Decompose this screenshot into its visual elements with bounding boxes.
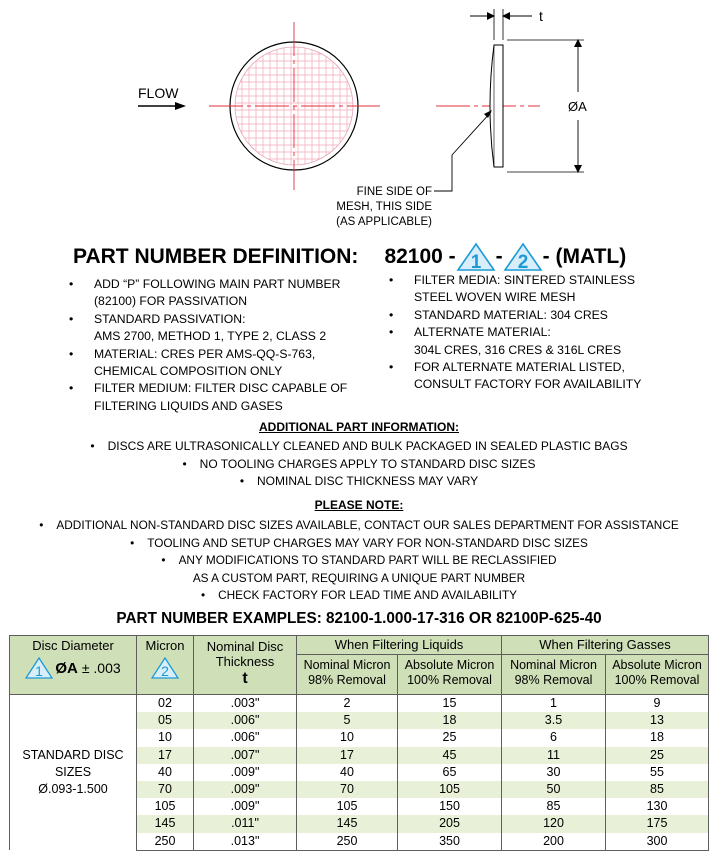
- disc-diameter-title: Disc Diameter: [32, 638, 114, 653]
- part-number-examples: PART NUMBER EXAMPLES: 82100-1.000-17-316 OR 82100P-625-40: [116, 610, 602, 627]
- part-number-suffix: - (MATL): [542, 245, 627, 268]
- fine-side-note-line: FINE SIDE OF: [356, 186, 432, 198]
- disc-front-view: [209, 22, 380, 190]
- list-item: • STANDARD MATERIAL: 304 CRES: [388, 307, 708, 324]
- thickness-header: [194, 636, 297, 695]
- marker-1-icon: [25, 657, 53, 679]
- list-item: • ALTERNATE MATERIAL: 304L CRES, 316 CRES & 316L CRES: [388, 324, 708, 359]
- list-item: • TOOLING AND SETUP CHARGES MAY VARY FOR NON-STANDARD DISC SIZES: [0, 535, 718, 553]
- list-item: • ADD “P” FOLLOWING MAIN PART NUMBER (82100) FOR PASSIVATION: [68, 276, 388, 311]
- thickness-title: Nominal Disc Thickness: [206, 639, 284, 669]
- fine-side-note: [336, 186, 432, 228]
- spec-table: [9, 635, 709, 851]
- table-row: 145 .011" 145 205 120 175: [10, 815, 709, 832]
- diameter-label: ØA: [568, 99, 587, 114]
- gas-absolute-header: Absolute Micron 100% Removal: [606, 655, 709, 695]
- fine-side-note-line: MESH, THIS SIDE: [336, 201, 432, 213]
- thickness-label: t: [539, 8, 543, 24]
- marker-1-icon: [456, 242, 496, 272]
- additional-info-heading: ADDITIONAL PART INFORMATION:: [259, 420, 459, 434]
- fine-side-note-line: (AS APPLICABLE): [336, 216, 432, 228]
- part-number-separator: -: [495, 245, 503, 268]
- gasses-header: When Filtering Gasses: [502, 636, 709, 655]
- thickness-symbol: t: [242, 670, 248, 687]
- table-row: 105 .009" 105 150 85 130: [10, 798, 709, 815]
- disc-side-view: [434, 9, 584, 191]
- disc-diameter-symbol: ØA: [55, 659, 78, 677]
- liquid-nominal-header: Nominal Micron 98% Removal: [297, 655, 398, 695]
- gas-nominal-header: Nominal Micron 98% Removal: [502, 655, 606, 695]
- list-item: • CHECK FACTORY FOR LEAD TIME AND AVAILABILITY: [0, 587, 718, 605]
- table-row: 17 .007" 17 45 11 25: [10, 747, 709, 764]
- liquids-header: When Filtering Liquids: [297, 636, 502, 655]
- table-row: STANDARD DISC SIZES Ø.093-1.500 02 .003" 2 15 1 9: [10, 695, 709, 713]
- micron-title: Micron: [145, 638, 185, 653]
- table-row: 250 .013" 250 350 200 300: [10, 833, 709, 851]
- marker-2-number: 2: [517, 252, 528, 272]
- marker-1-number: 1: [470, 252, 481, 272]
- table-row: 40 .009" 40 65 30 55: [10, 764, 709, 781]
- table-row: 05 .006" 5 18 3.5 13: [10, 712, 709, 729]
- marker-2-icon: [503, 242, 543, 272]
- list-item: • NOMINAL DISC THICKNESS MAY VARY: [0, 473, 718, 491]
- disc-diameter-header: [10, 636, 137, 695]
- flow-label: FLOW: [138, 85, 179, 101]
- disc-tolerance: ± .003: [81, 660, 121, 676]
- list-item: • ANY MODIFICATIONS TO STANDARD PART WILL BE RECLASSIFIED: [0, 552, 718, 570]
- list-item: • STANDARD PASSIVATION: AMS 2700, METHOD 1, TYPE 2, CLASS 2: [68, 311, 388, 346]
- list-item: • ADDITIONAL NON-STANDARD DISC SIZES AVAILABLE, CONTACT OUR SALES DEPARTMENT FOR ASSISTANCE: [0, 517, 718, 535]
- marker-2-number: 2: [161, 663, 169, 679]
- right-bullet-list: [388, 272, 708, 394]
- micron-header: [137, 636, 194, 695]
- table-row: 10 .006" 10 25 6 18: [10, 729, 709, 746]
- part-number-base: 82100 -: [384, 245, 456, 268]
- please-note-list: [0, 517, 718, 605]
- list-item: • FOR ALTERNATE MATERIAL LISTED, CONSULT FACTORY FOR AVAILABILITY: [388, 359, 708, 394]
- flow-arrow: [138, 102, 186, 110]
- list-item: • FILTER MEDIUM: FILTER DISC CAPABLE OF FILTERING LIQUIDS AND GASES: [68, 380, 388, 415]
- standard-sizes-cell: STANDARD DISC SIZES Ø.093-1.500: [10, 695, 137, 851]
- please-note-heading: PLEASE NOTE:: [314, 498, 404, 512]
- part-number-definition: [73, 243, 626, 271]
- liquid-absolute-header: Absolute Micron 100% Removal: [398, 655, 502, 695]
- table-row: 70 .009" 70 105 50 85: [10, 781, 709, 798]
- additional-info-list: [0, 438, 718, 491]
- left-bullet-list: [68, 276, 388, 415]
- list-item: • NO TOOLING CHARGES APPLY TO STANDARD DISC SIZES: [0, 456, 718, 474]
- disc-drawing: [0, 0, 718, 240]
- marker-2-icon: [151, 657, 179, 679]
- list-item: • FILTER MEDIA: SINTERED STAINLESS STEEL WOVEN WIRE MESH: [388, 272, 708, 307]
- list-item: • DISCS ARE ULTRASONICALLY CLEANED AND BULK PACKAGED IN SEALED PLASTIC BAGS: [0, 438, 718, 456]
- part-number-heading: PART NUMBER DEFINITION:: [73, 245, 359, 268]
- list-item: • MATERIAL: CRES PER AMS-QQ-S-763, CHEMICAL COMPOSITION ONLY: [68, 346, 388, 381]
- marker-1-number: 1: [35, 663, 44, 679]
- list-item: AS A CUSTOM PART, REQUIRING A UNIQUE PART NUMBER: [192, 570, 526, 585]
